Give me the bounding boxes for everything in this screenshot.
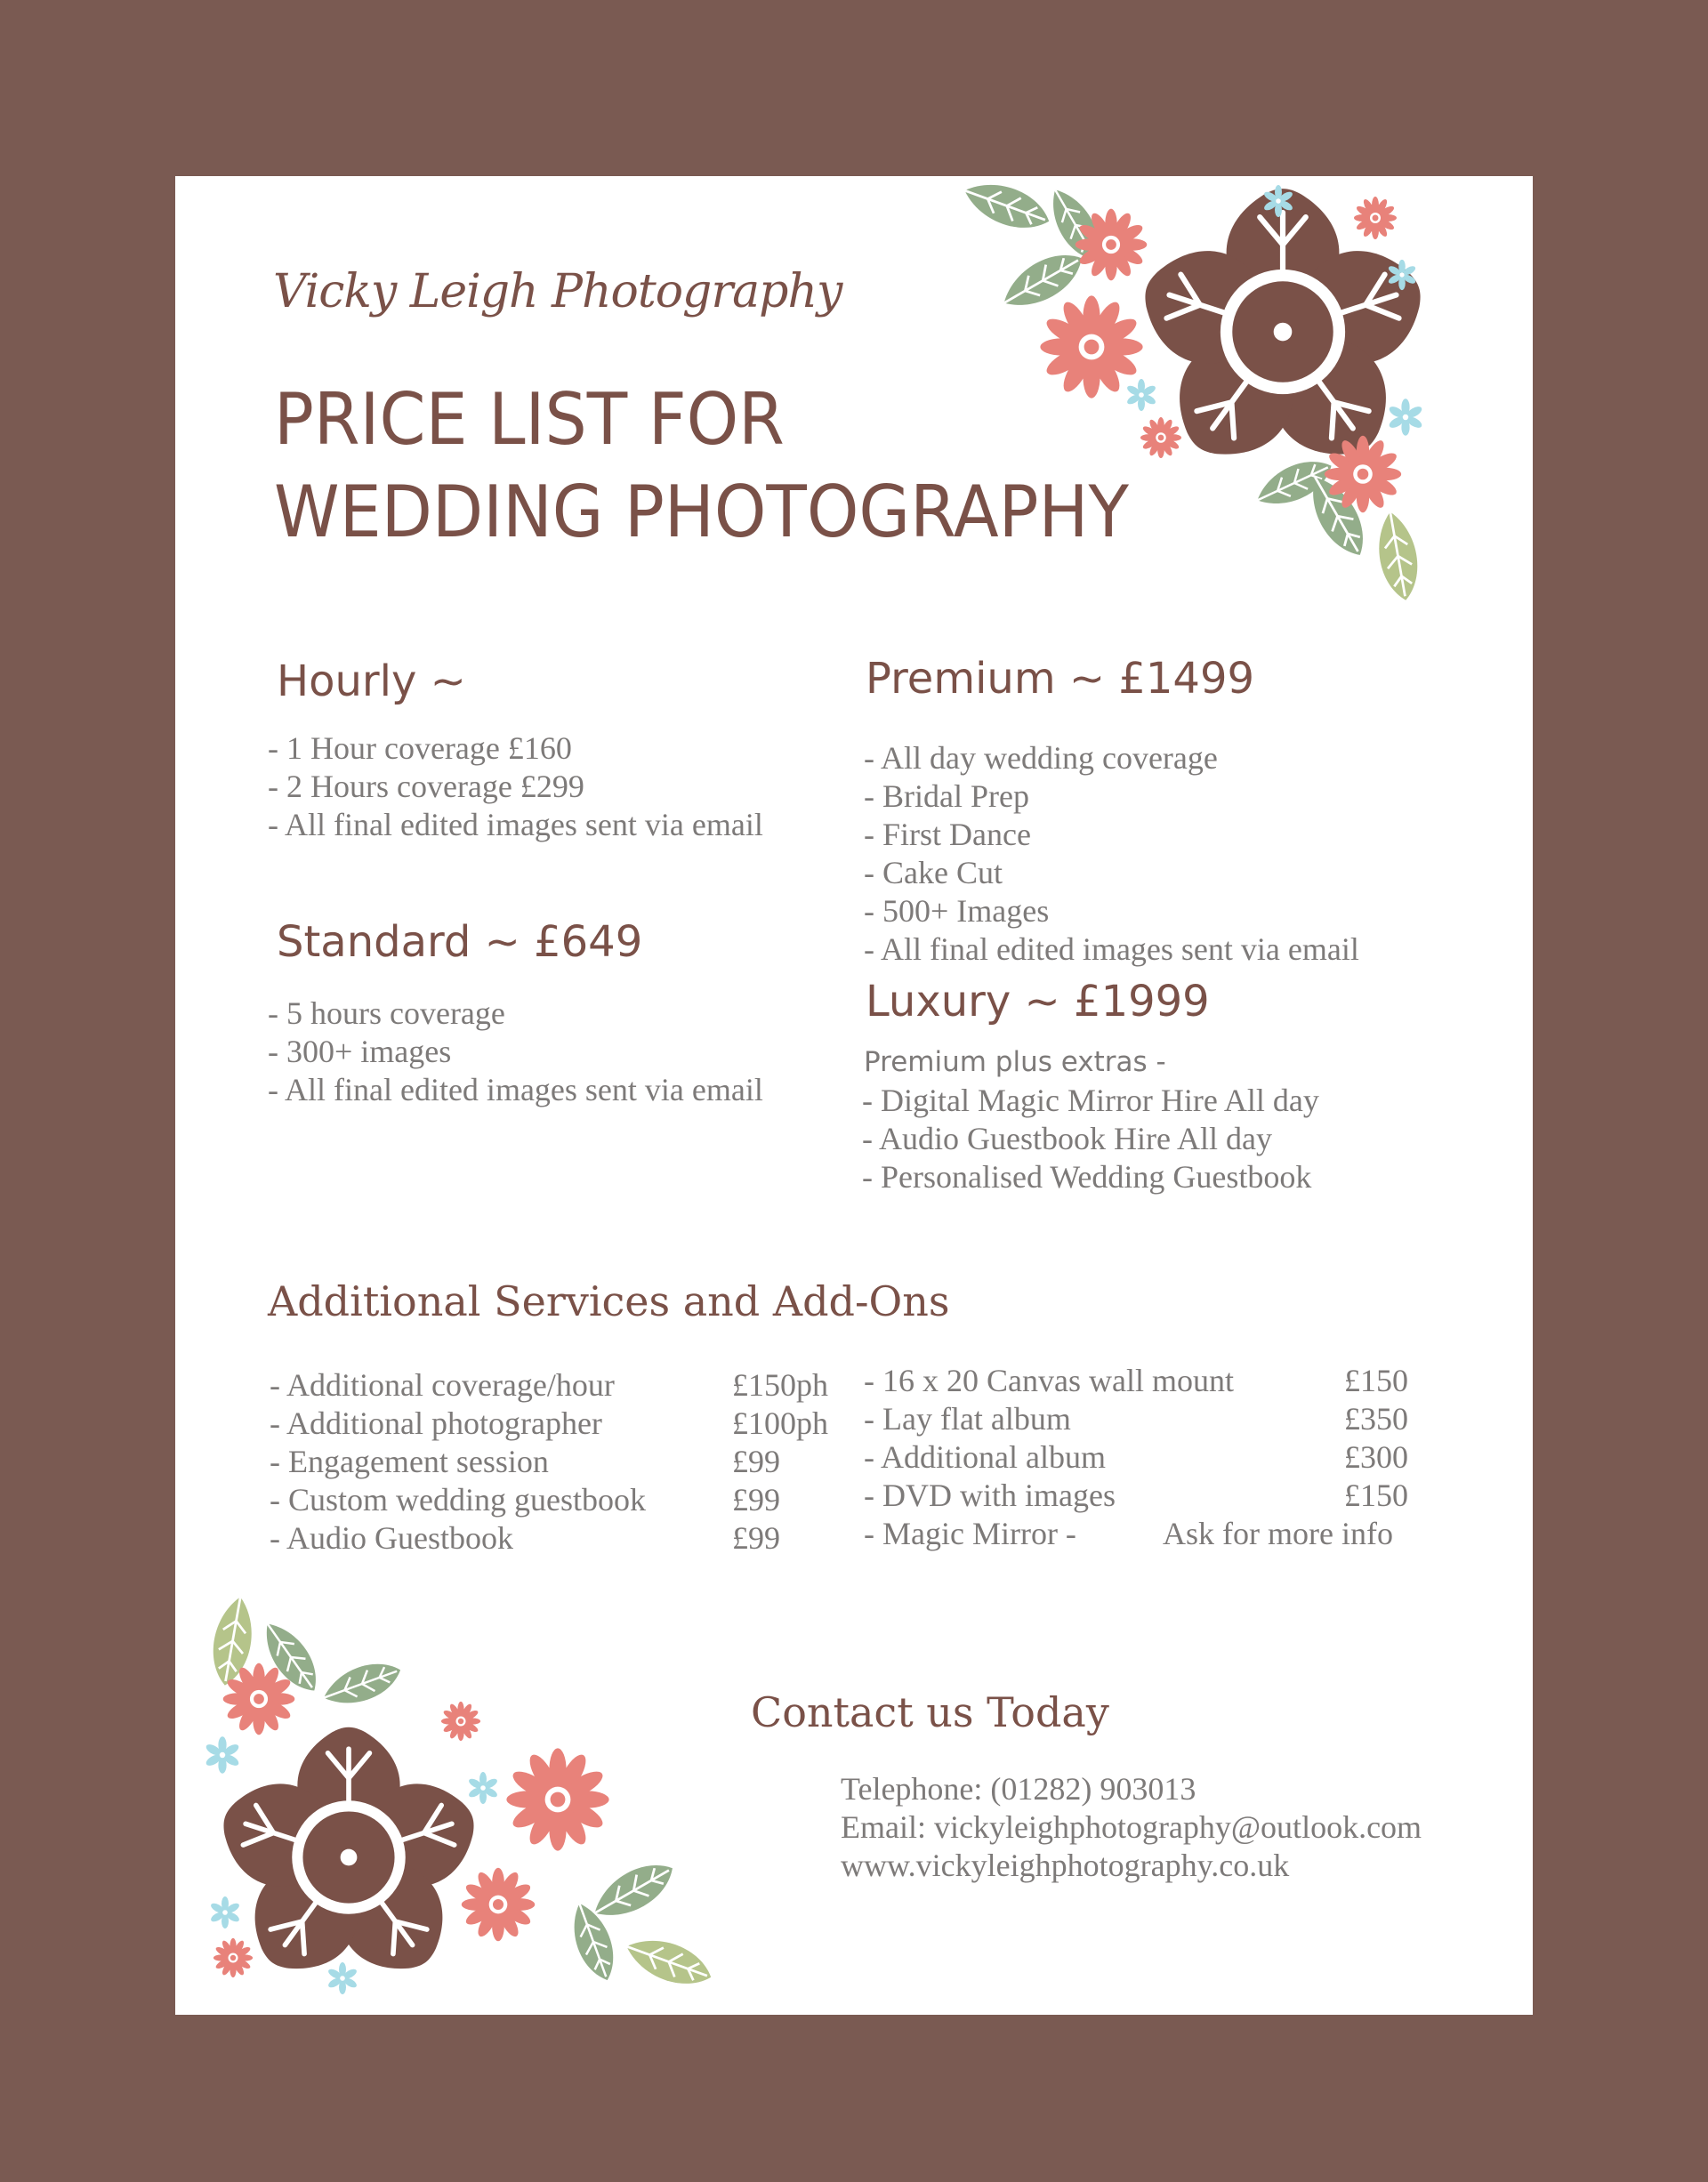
- table-row: [270, 1366, 828, 1405]
- addon-label: - 16 x 20 Canvas wall mount: [864, 1363, 1234, 1398]
- package-heading-hourly: Hourly ~: [277, 656, 466, 706]
- blue-flower-icon: [205, 1736, 240, 1773]
- contact-website[interactable]: www.vickyleighphotography.co.uk: [841, 1848, 1290, 1883]
- addon-label: - DVD with images: [864, 1477, 1116, 1513]
- package-heading-luxury: Luxury ~ £1999: [866, 977, 1210, 1027]
- addon-label: - Additional album: [864, 1439, 1106, 1475]
- addon-label: - Custom wedding guestbook: [270, 1482, 646, 1518]
- addon-price: Ask for more info: [1163, 1516, 1393, 1551]
- blue-flower-icon: [209, 1896, 240, 1928]
- table-row: [270, 1481, 780, 1519]
- brand-name: Vicky Leigh Photography: [273, 265, 842, 318]
- contact-details: [841, 1770, 1422, 1885]
- list-item: - Personalised Wedding Guestbook: [862, 1159, 1312, 1195]
- list-item: - Bridal Prep: [864, 778, 1029, 814]
- luxury-note: Premium plus extras -: [864, 1046, 1166, 1078]
- addon-label: - Audio Guestbook: [270, 1520, 513, 1556]
- contact-telephone[interactable]: Telephone: (01282) 903013: [841, 1771, 1196, 1807]
- addon-price: £99: [732, 1520, 780, 1556]
- floral-decoration-bottom-left: [202, 1564, 753, 2015]
- table-row: [270, 1519, 780, 1558]
- list-item: - 300+ images: [268, 1034, 452, 1069]
- page-title: [274, 374, 1129, 559]
- table-row: [270, 1405, 828, 1443]
- list-item: - Cake Cut: [864, 855, 1003, 890]
- coral-flower-icon: [214, 1938, 253, 1977]
- blue-flower-icon: [467, 1772, 498, 1804]
- package-list-premium: [864, 739, 1359, 969]
- table-row: [864, 1362, 1451, 1400]
- title-line-1: PRICE LIST FOR: [274, 378, 785, 461]
- list-item: - All final edited images sent via email: [864, 931, 1359, 967]
- table-row: [864, 1477, 1451, 1515]
- addon-price: £100ph: [732, 1405, 828, 1441]
- leaf-icon: [585, 1852, 681, 1928]
- title-line-2: WEDDING PHOTOGRAPHY: [274, 471, 1129, 553]
- list-item: - 5 hours coverage: [268, 995, 505, 1031]
- package-list-hourly: [268, 729, 763, 844]
- coral-flower-icon: [1140, 417, 1181, 458]
- addon-price: £300: [1344, 1439, 1408, 1475]
- blue-flower-icon: [1388, 399, 1423, 435]
- table-row: [864, 1400, 1451, 1438]
- addon-label: - Magic Mirror -: [864, 1516, 1076, 1551]
- package-list-standard: [268, 994, 763, 1109]
- coral-flower-icon: [462, 1868, 536, 1942]
- list-item: - All day wedding coverage: [864, 740, 1218, 776]
- coral-flower-icon: [441, 1702, 480, 1741]
- addon-label: - Additional coverage/hour: [270, 1367, 615, 1403]
- leaf-icon: [620, 1929, 717, 1994]
- addon-label: - Additional photographer: [270, 1405, 602, 1441]
- addon-label: - Lay flat album: [864, 1401, 1071, 1437]
- addon-price: £350: [1344, 1401, 1408, 1437]
- leaf-icon: [1372, 509, 1423, 603]
- leaf-icon: [958, 176, 1055, 238]
- table-row: [864, 1438, 1451, 1477]
- list-item: - Digital Magic Mirror Hire All day: [862, 1083, 1319, 1118]
- addons-list-left: [270, 1366, 828, 1558]
- addons-heading: Additional Services and Add-Ons: [268, 1277, 950, 1325]
- list-item: - All final edited images sent via email: [268, 1072, 763, 1107]
- addon-price: £150ph: [732, 1367, 828, 1403]
- list-item: - First Dance: [864, 817, 1031, 852]
- contact-heading: Contact us Today: [751, 1688, 1109, 1736]
- price-list-sheet: [175, 176, 1533, 2015]
- list-item: - 1 Hour coverage £160: [268, 730, 572, 766]
- addon-price: £150: [1344, 1363, 1408, 1398]
- list-item: - All final edited images sent via email: [268, 807, 763, 842]
- package-list-luxury: [862, 1082, 1319, 1196]
- addon-price: £150: [1344, 1477, 1408, 1513]
- table-row: [864, 1515, 1451, 1553]
- large-flower-icon: [209, 1727, 488, 1993]
- addon-label: - Engagement session: [270, 1444, 549, 1479]
- list-item: - 500+ Images: [864, 893, 1050, 929]
- coral-flower-icon: [506, 1748, 608, 1850]
- addons-list-right: [864, 1362, 1451, 1553]
- list-item: - Audio Guestbook Hire All day: [862, 1121, 1272, 1156]
- blue-flower-icon: [1125, 379, 1156, 411]
- package-heading-premium: Premium ~ £1499: [866, 654, 1255, 704]
- addon-price: £99: [732, 1482, 780, 1518]
- leaf-icon: [318, 1655, 407, 1714]
- table-row: [270, 1443, 780, 1481]
- addon-price: £99: [732, 1444, 780, 1479]
- package-heading-standard: Standard ~ £649: [277, 917, 643, 967]
- blue-flower-icon: [326, 1962, 358, 1994]
- list-item: - 2 Hours coverage £299: [268, 769, 584, 804]
- contact-email[interactable]: Email: vickyleighphotography@outlook.com: [841, 1809, 1422, 1845]
- coral-flower-icon: [1354, 197, 1397, 239]
